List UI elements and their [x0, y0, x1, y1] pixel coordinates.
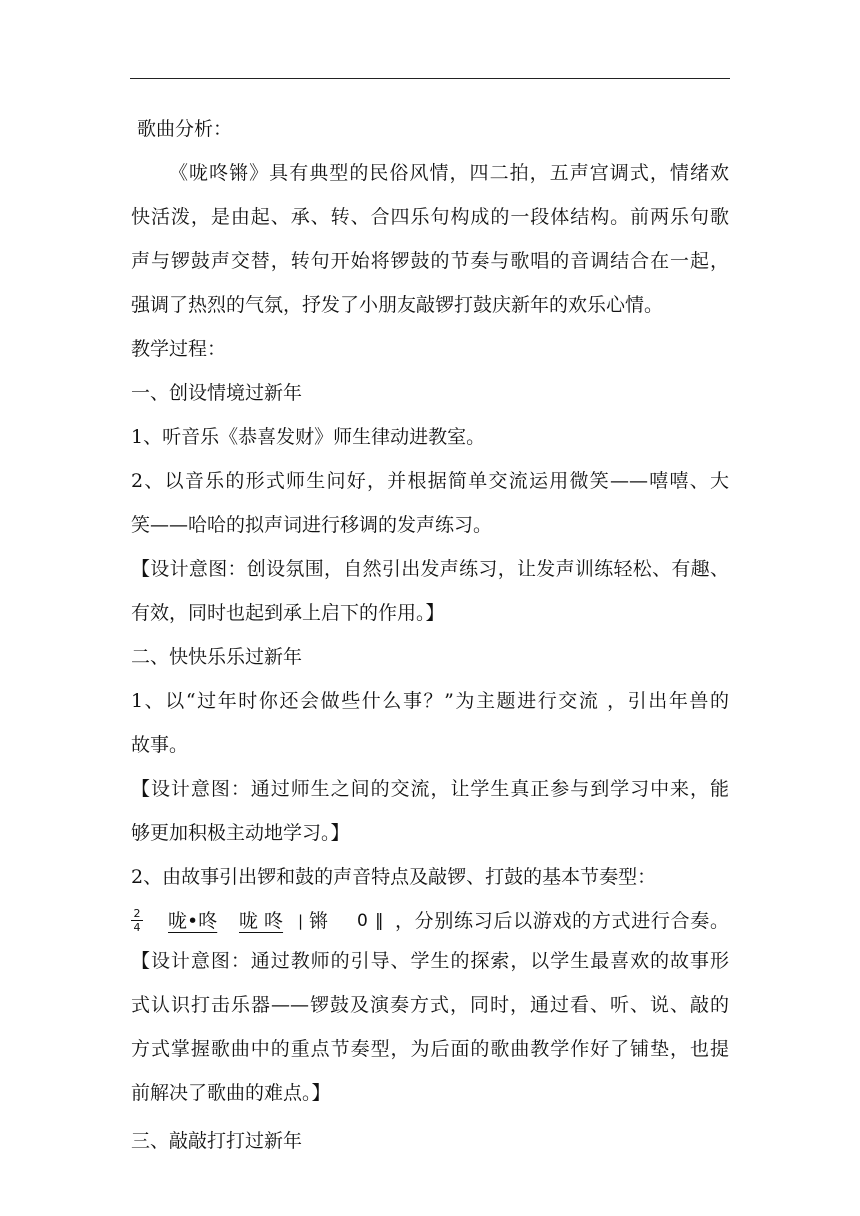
section-heading-3: 三、敲敲打打过新年: [131, 1130, 303, 1152]
section-heading-song-analysis: 歌曲分析：: [137, 118, 233, 140]
design-intent-note-continuation: 够更加积极主动地学习。】: [131, 822, 350, 844]
design-intent-note: 【设计意图：通过教师的引导、学生的探索，以学生最喜欢的故事形: [131, 950, 729, 972]
list-item-continuation: 笑——哈哈的拟声词进行移调的发声练习。: [131, 514, 493, 536]
time-signature-numerator: 2: [131, 907, 143, 921]
design-intent-note: 【设计意图：通过师生之间的交流，让学生真正参与到学习中来，能: [131, 778, 729, 800]
list-item: 1、听音乐《恭喜发财》师生律动进教室。: [131, 426, 486, 448]
section-heading-1: 一、创设情境过新年: [131, 382, 303, 404]
paragraph-line: 强调了热烈的气氛，抒发了小朋友敲锣打鼓庆新年的欢乐心情。: [131, 294, 664, 316]
list-item-continuation: 故事。: [131, 734, 189, 756]
paragraph-line: 快活泼，是由起、承、转、合四乐句构成的一段体结构。前两乐句歌: [131, 206, 729, 228]
design-intent-note-continuation: 方式掌握歌曲中的重点节奏型，为后面的歌曲教学作好了铺垫，也提: [131, 1038, 729, 1060]
design-intent-note: 【设计意图：创设氛围，自然引出发声练习，让发声训练轻松、有趣、: [131, 558, 729, 580]
rhythm-beat-1: 咙•咚: [168, 910, 218, 932]
document-body: [131, 107, 729, 1163]
section-heading-2: 二、快快乐乐过新年: [131, 646, 303, 668]
rest-symbol: 0: [357, 911, 368, 931]
paragraph-line: 《咙咚锵》具有典型的民俗风情，四二拍，五声宫调式，情绪欢: [169, 162, 729, 184]
notation-trailing-text: ，分别练习后以游戏的方式进行合奏。: [395, 910, 729, 932]
rhythm-beat-3: 锵: [309, 910, 329, 932]
rhythm-notation: [131, 899, 729, 943]
list-item: 2、以音乐的形式师生问好，并根据简单交流运用微笑——嘻嘻、大: [131, 470, 729, 492]
design-intent-note-continuation: 有效，同时也起到承上启下的作用。】: [131, 602, 445, 624]
list-item: 1、以“过年时你还会做些什么事？”为主题进行交流 ，引出年兽的: [131, 690, 729, 712]
section-heading-teaching-process: 教学过程：: [131, 338, 227, 360]
list-item: 2、由故事引出锣和鼓的声音特点及敲锣、打鼓的基本节奏型：: [131, 866, 657, 888]
paragraph-line: 声与锣鼓声交替，转句开始将锣鼓的节奏与歌唱的音调结合在一起，: [131, 250, 729, 272]
design-intent-note-continuation: 式认识打击乐器——锣鼓及演奏方式，同时，通过看、听、说、敲的: [131, 994, 729, 1016]
rhythm-beat-2: 咙 咚: [239, 910, 284, 932]
design-intent-note-continuation: 前解决了歌曲的难点。】: [131, 1082, 331, 1104]
final-bar-line: ‖: [375, 911, 384, 931]
bar-line: |: [298, 912, 304, 930]
time-signature-denominator: 4: [133, 921, 141, 934]
header-rule: [130, 78, 730, 79]
time-signature: [131, 907, 143, 934]
